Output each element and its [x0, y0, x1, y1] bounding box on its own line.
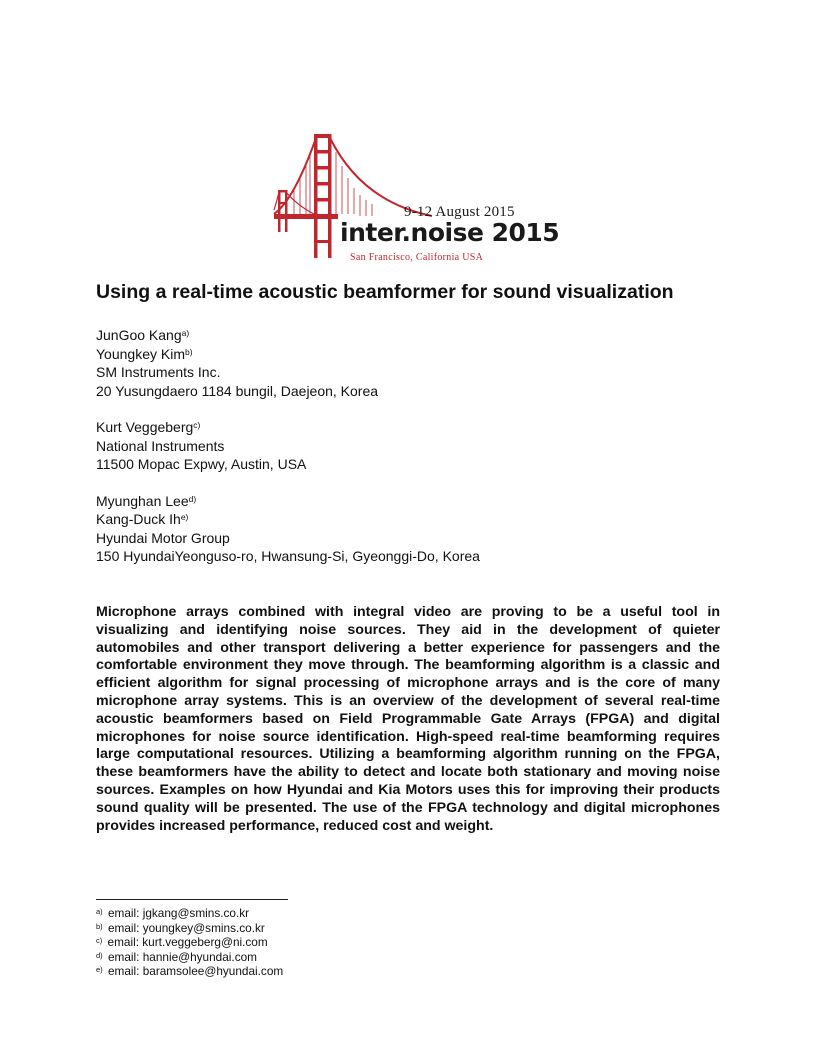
footnote-mark: a) — [96, 907, 103, 916]
address: 11500 Mopac Expwy, Austin, USA — [96, 456, 307, 472]
footnote — [96, 935, 283, 950]
footnote-text: email: hannie@hyundai.com — [107, 949, 257, 964]
conference-dates: 9-12 August 2015 — [404, 204, 515, 220]
address: 20 Yusungdaero 1184 bungil, Daejeon, Korea — [96, 382, 379, 399]
affiliation: Hyundai Motor Group — [96, 529, 230, 546]
footnote-text: email: baramsolee@hyundai.com — [107, 964, 284, 979]
footnote-mark: d) — [96, 950, 103, 960]
author-group — [96, 326, 480, 400]
author-name: Kang-Duck Ih — [96, 511, 181, 527]
footnote-text: email: jgkang@smins.co.kr — [107, 906, 250, 920]
footnote-mark: e) — [180, 512, 189, 522]
conference-location: San Francisco, California USA — [350, 252, 484, 263]
author — [96, 492, 480, 511]
footnote-text: email: youngkey@smins.co.kr — [107, 920, 265, 935]
author-group — [96, 418, 480, 474]
affiliation: SM Instruments Inc. — [96, 364, 221, 380]
author-name: Myunghan Lee — [96, 492, 189, 509]
footnote — [96, 964, 283, 979]
footnote-mark: e) — [96, 965, 103, 975]
footnote-mark: a) — [181, 328, 190, 338]
author-name: Youngkey Kim — [96, 345, 185, 362]
footnote-mark: b) — [184, 346, 193, 357]
author-name: Kurt Veggeberg — [96, 419, 194, 435]
paper-title: Using a real-time acoustic beamformer for sound visualization — [96, 281, 674, 303]
footnote-text: email: kurt.veggeberg@ni.com — [107, 935, 268, 950]
footnote-mark: d) — [188, 493, 197, 504]
author — [96, 418, 480, 437]
author — [96, 510, 480, 529]
footnote-mark: b) — [96, 921, 103, 931]
footnotes — [96, 906, 283, 979]
address: 150 HyundaiYeonguso-ro, Hwansung-Si, Gyeonggi-Do, Korea — [96, 548, 480, 564]
footnote-mark: c) — [96, 936, 103, 946]
author-name: JunGoo Kang — [96, 327, 182, 343]
abstract: Microphone arrays combined with integral video are proving to be a useful tool in visualizing and identifying noise sources. They aid in the development of quieter automobiles and other transport delivering a better experience for passengers and the comfortable environment they move through. The beamforming algorithm is a classic and efficient algorithm for signal processing of microphone arrays and is the core of many microphone array systems. This is an overview of the development of several real-time acoustic beamformers based on Field Programmable Gate Arrays (FPGA) and digital microphones for noise source identification. High-speed real-time beamforming requires large computational resources. Utilizing a beamforming algorithm running on the FPGA, these beamformers have the ability to detect and locate both stationary and moving noise sources. Examples on how Hyundai and Kia Motors uses this for improving their products sound quality will be presented. The use of the FPGA technology and digital microphones provides increased performance, reduced cost and weight. — [96, 604, 720, 834]
footnote-mark: c) — [193, 420, 201, 430]
author — [96, 326, 480, 345]
author — [96, 345, 480, 364]
footnote — [96, 906, 283, 921]
author-list — [96, 326, 480, 584]
conference-name: inter.noise 2015 — [340, 218, 560, 247]
author-group — [96, 492, 480, 566]
footnote — [96, 950, 283, 965]
footnote-divider — [96, 899, 288, 900]
footnote — [96, 921, 283, 936]
conference-logo — [272, 130, 560, 266]
affiliation: National Instruments — [96, 437, 225, 454]
